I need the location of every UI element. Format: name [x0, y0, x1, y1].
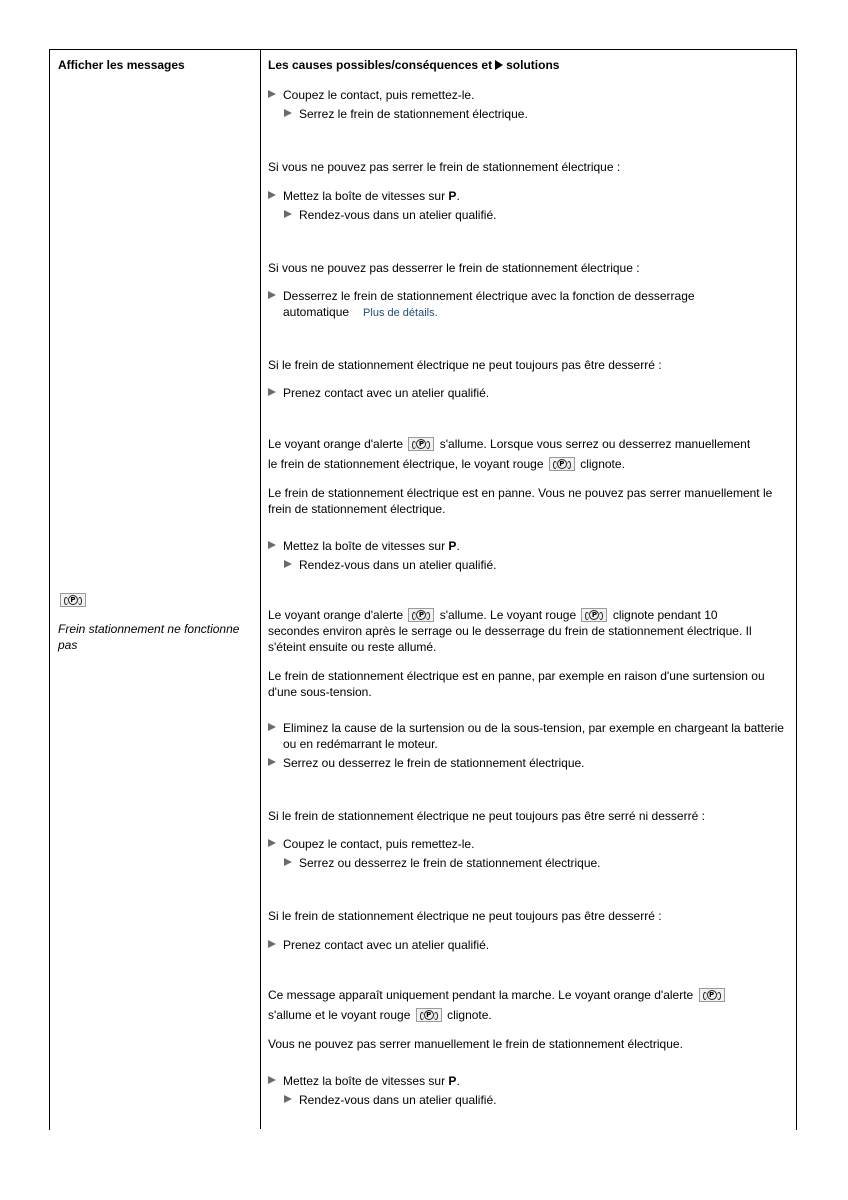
list-item: Rendez-vous dans un atelier qualifié. — [284, 207, 788, 223]
step-arrow-icon — [268, 839, 276, 847]
list-item: Mettez la boîte de vitesses sur P. — [268, 538, 788, 554]
orange-warning-lamp-icon: P — [408, 608, 434, 622]
solution-arrow-icon — [495, 60, 503, 70]
step-arrow-icon — [268, 90, 276, 98]
message-label: Frein stationnement ne fonctionne pas — [58, 622, 240, 652]
list-item: Coupez le contact, puis remettez-le. — [268, 87, 788, 103]
red-warning-lamp-icon: P — [581, 608, 607, 622]
paragraph: s'allume et le voyant rouge P clignote. — [268, 1008, 492, 1022]
list-item: Serrez le frein de stationnement électrique. — [284, 106, 788, 122]
paragraph: Si le frein de stationnement électrique ne peut toujours pas être desserré : — [268, 358, 662, 372]
step-arrow-icon — [268, 541, 276, 549]
step-arrow-icon — [284, 210, 292, 218]
step-arrow-icon — [268, 723, 276, 731]
header-causes — [268, 58, 559, 72]
list-item: Serrez ou desserrez le frein de stationnement électrique. — [284, 855, 788, 871]
paragraph: Ce message apparaît uniquement pendant la marche. Le voyant orange d'alerte P — [268, 987, 788, 1003]
paragraph: Le frein de stationnement électrique est en panne, par exemple en raison d'une surtension ou d'une sous-tension. — [268, 669, 765, 699]
step-arrow-icon — [284, 1095, 292, 1103]
list-item: Rendez-vous dans un atelier qualifié. — [284, 557, 788, 573]
red-warning-lamp-icon: P — [549, 457, 575, 471]
paragraph: Si vous ne pouvez pas desserrer le frein de stationnement électrique : — [268, 261, 640, 275]
paragraph: secondes environ après le serrage ou le desserrage du frein de stationnement électrique. Il s'éteint ensuite ou reste allumé. — [268, 624, 752, 654]
step-arrow-icon — [268, 191, 276, 199]
list-item: Mettez la boîte de vitesses sur P. — [268, 1073, 788, 1089]
parking-brake-warning-icon: P — [58, 591, 88, 609]
header-messages: Afficher les messages — [58, 58, 185, 72]
step-arrow-icon — [268, 388, 276, 396]
orange-warning-lamp-icon: P — [408, 437, 434, 451]
paragraph: Le voyant orange d'alerte P s'allume. Lorsque vous serrez ou desserrez manuellement — [268, 437, 751, 451]
header-solutions-text: solutions — [506, 58, 560, 72]
red-warning-lamp-icon: P — [416, 1008, 442, 1022]
paragraph: Vous ne pouvez pas serrer manuellement le frein de stationnement électrique. — [268, 1037, 683, 1051]
list-item: Serrez ou desserrez le frein de stationnement électrique. — [268, 755, 788, 771]
details-link[interactable]: Plus de détails — [363, 307, 435, 319]
step-arrow-icon — [284, 858, 292, 866]
paragraph: Si vous ne pouvez pas serrer le frein de stationnement électrique : — [268, 160, 621, 174]
list-item: Prenez contact avec un atelier qualifié. — [268, 385, 788, 401]
step-arrow-icon — [284, 109, 292, 117]
paragraph: Si le frein de stationnement électrique ne peut toujours pas être desserré : — [268, 909, 662, 923]
list-item: Coupez le contact, puis remettez-le. — [268, 836, 788, 852]
list-item: Prenez contact avec un atelier qualifié. — [268, 937, 788, 953]
paragraph: Le frein de stationnement électrique est en panne. Vous ne pouvez pas serrer manuellement le frein de stationnement électrique. — [268, 486, 773, 516]
step-arrow-icon — [268, 758, 276, 766]
column-divider — [260, 49, 261, 1129]
header-causes-text: Les causes possibles/conséquences et — [268, 58, 493, 72]
list-item: Mettez la boîte de vitesses sur P. — [268, 188, 788, 204]
step-arrow-icon — [268, 291, 276, 299]
list-item: Rendez-vous dans un atelier qualifié. — [284, 1092, 788, 1108]
step-arrow-icon — [284, 560, 292, 568]
orange-warning-lamp-icon: P — [699, 988, 725, 1002]
list-item: Eliminez la cause de la surtension ou de la sous-tension, par exemple en chargeant la batterie ou en redémarrant le moteur. — [268, 720, 788, 752]
step-arrow-icon — [268, 940, 276, 948]
list-item: Desserrez le frein de stationnement électrique avec la fonction de desserrage automatique Plus de détails. — [268, 288, 728, 321]
paragraph: Le voyant orange d'alerte P s'allume. Le voyant rouge P clignote pendant 10 — [268, 608, 718, 622]
step-arrow-icon — [268, 1076, 276, 1084]
paragraph: le frein de stationnement électrique, le voyant rouge P clignote. — [268, 457, 625, 471]
paragraph: Si le frein de stationnement électrique ne peut toujours pas être serré ni desserré : — [268, 809, 705, 823]
